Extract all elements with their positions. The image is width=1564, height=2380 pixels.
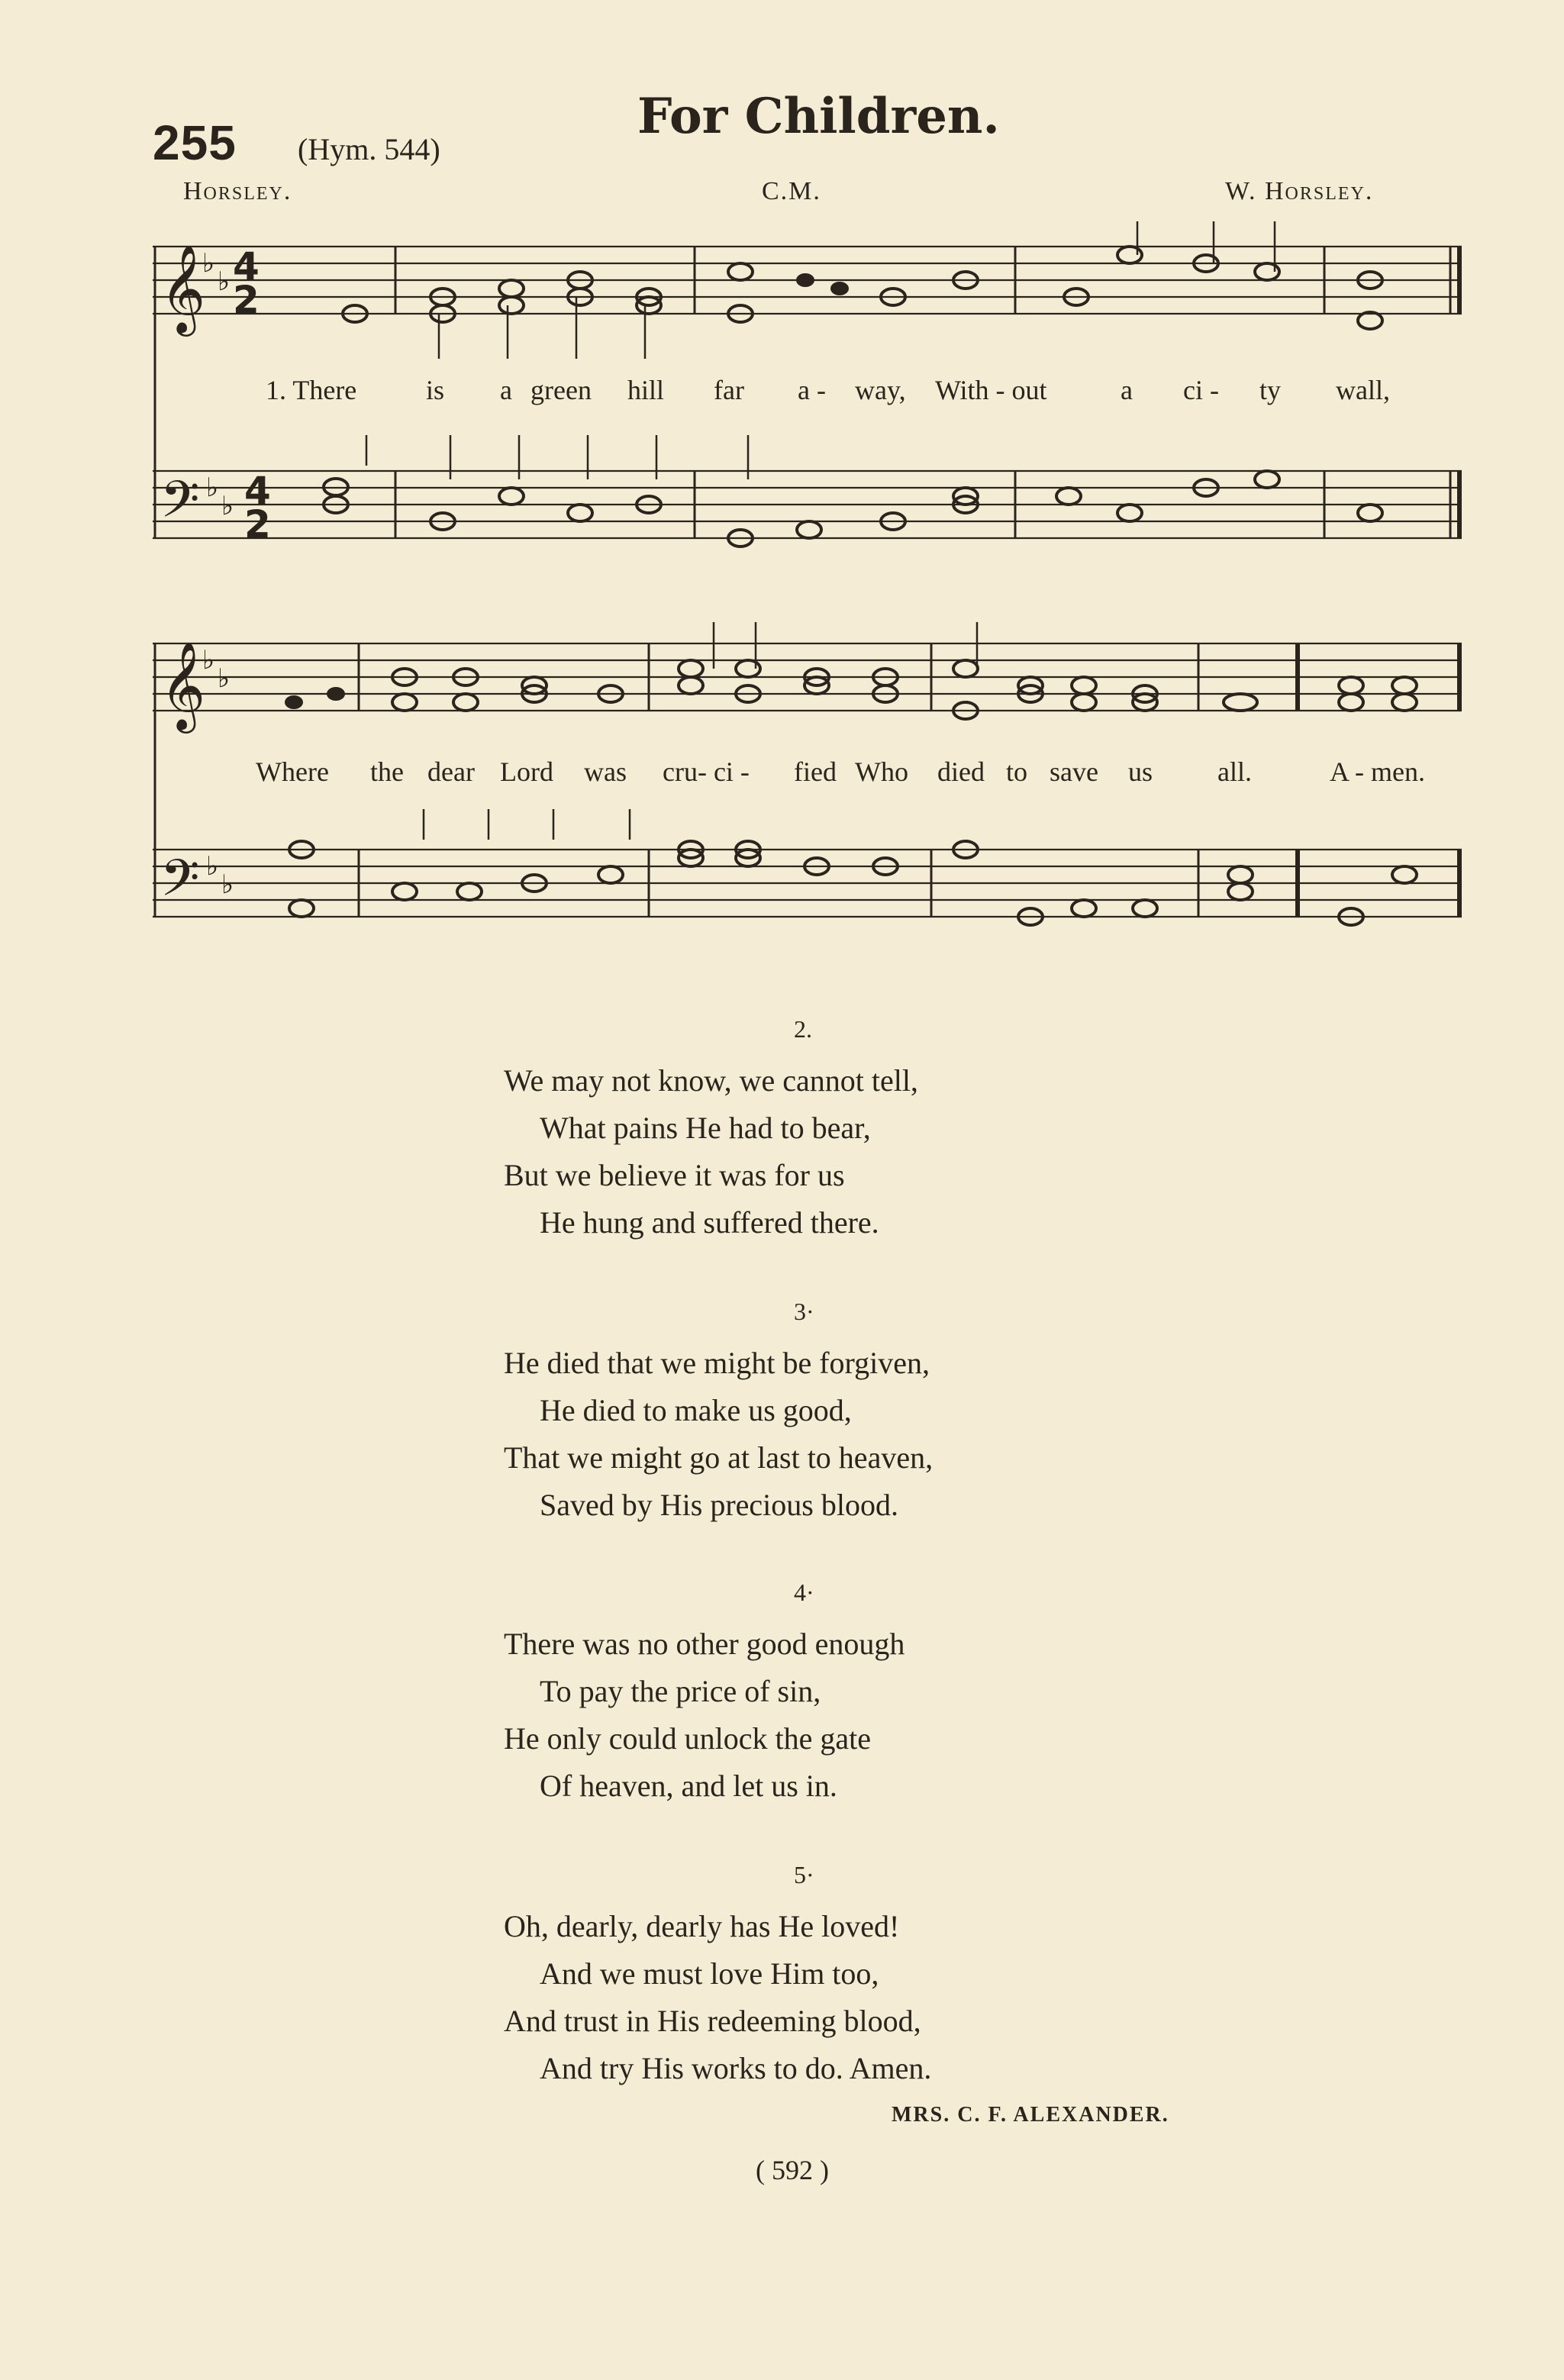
composer: W. Horsley. <box>1225 177 1374 205</box>
verse-line: He died to make us good, <box>540 1393 852 1427</box>
flat-icon: ♭ <box>218 266 231 297</box>
lyric-word: all. <box>1217 756 1252 787</box>
lyric-word: wall, <box>1336 375 1390 405</box>
time-signature-bottom: 2 <box>233 278 260 322</box>
lyric-word: a - <box>798 375 826 405</box>
lyric-word: With - out <box>935 375 1047 405</box>
lyric-word: save <box>1050 756 1098 787</box>
page-number: ( 592 ) <box>756 2155 829 2185</box>
lyric-word: to <box>1006 756 1028 787</box>
lyric-word: far <box>714 375 744 405</box>
verse-number: 2. <box>794 1015 812 1043</box>
lyric-word: fied <box>794 756 837 787</box>
lyric-word: dear <box>427 756 475 787</box>
bass-clef-icon: 𝄢 <box>160 849 200 920</box>
flat-icon: ♭ <box>202 645 215 676</box>
section-title: For Children. <box>637 88 1000 145</box>
lyric-word: us <box>1128 756 1153 787</box>
flat-icon: ♭ <box>218 663 231 694</box>
treble-clef-icon: 𝄞 <box>160 243 206 333</box>
verse-number: 4· <box>794 1579 814 1606</box>
lyric-word: was <box>584 756 627 787</box>
verse-line: He hung and suffered there. <box>540 1205 879 1240</box>
lyric-word: the <box>370 756 404 787</box>
verse-number: 3· <box>794 1298 814 1325</box>
lyric-word: Lord <box>500 756 553 787</box>
lyric-word: A - men. <box>1330 756 1425 787</box>
verse-line: We may not know, we cannot tell, <box>504 1063 918 1098</box>
verse-line: That we might go at last to heaven, <box>504 1440 934 1475</box>
verse-line: There was no other good enough <box>504 1627 905 1661</box>
lyric-word: Who <box>855 756 908 787</box>
lyric-word: a <box>1121 375 1133 405</box>
verse-line: He died that we might be forgiven, <box>504 1346 930 1380</box>
verse-line: What pains He had to bear, <box>540 1111 871 1145</box>
flat-icon: ♭ <box>206 472 219 503</box>
system2-treble-staff <box>153 643 1462 711</box>
lyric-word: a <box>500 375 512 405</box>
hymn-author: MRS. C. F. ALEXANDER. <box>892 2103 1169 2127</box>
lyric-word: ci - <box>1183 375 1219 405</box>
verse-line: He only could unlock the gate <box>504 1721 871 1756</box>
music-score <box>0 0 1564 992</box>
time-signature-bottom: 2 <box>244 502 271 547</box>
lyric-word: green <box>530 375 592 405</box>
flat-icon: ♭ <box>221 491 234 521</box>
time-signature-top: 4 <box>244 469 271 513</box>
verse-line: And trust in His redeeming blood, <box>504 2004 921 2038</box>
lyric-word: hill <box>627 375 665 405</box>
lyric-word: cru- ci - <box>663 756 750 787</box>
bass-clef-icon: 𝄢 <box>160 470 200 541</box>
meter: C.M. <box>762 177 821 205</box>
lyric-word: is <box>426 375 445 405</box>
flat-icon: ♭ <box>206 851 219 882</box>
lyric-word: died <box>937 756 985 787</box>
time-signature-top: 4 <box>233 244 260 289</box>
verse-line: But we believe it was for us <box>504 1158 845 1192</box>
lyric-word: way, <box>855 375 906 405</box>
treble-clef-icon: 𝄞 <box>160 640 206 730</box>
system1-notes <box>324 221 1382 547</box>
verse-line: To pay the price of sin, <box>540 1674 821 1708</box>
hymn-reference: (Hym. 544) <box>298 132 440 166</box>
verse-line: And try His works to do. Amen. <box>540 2051 932 2085</box>
lyric-word: ty <box>1259 375 1282 405</box>
tune-name: Horsley. <box>183 177 292 205</box>
verse-line: Oh, dearly, dearly has He loved! <box>504 1909 900 1943</box>
verse-line: Of heaven, and let us in. <box>540 1769 837 1803</box>
verse-number: 5· <box>794 1861 814 1888</box>
verse-line: Saved by His precious blood. <box>540 1488 898 1522</box>
lyric-word: 1. There <box>266 375 357 405</box>
flat-icon: ♭ <box>221 869 234 900</box>
lyric-word: Where <box>256 756 329 787</box>
flat-icon: ♭ <box>202 248 215 279</box>
hymn-number: 255 <box>153 115 237 170</box>
verse-line: And we must love Him too, <box>540 1956 879 1991</box>
